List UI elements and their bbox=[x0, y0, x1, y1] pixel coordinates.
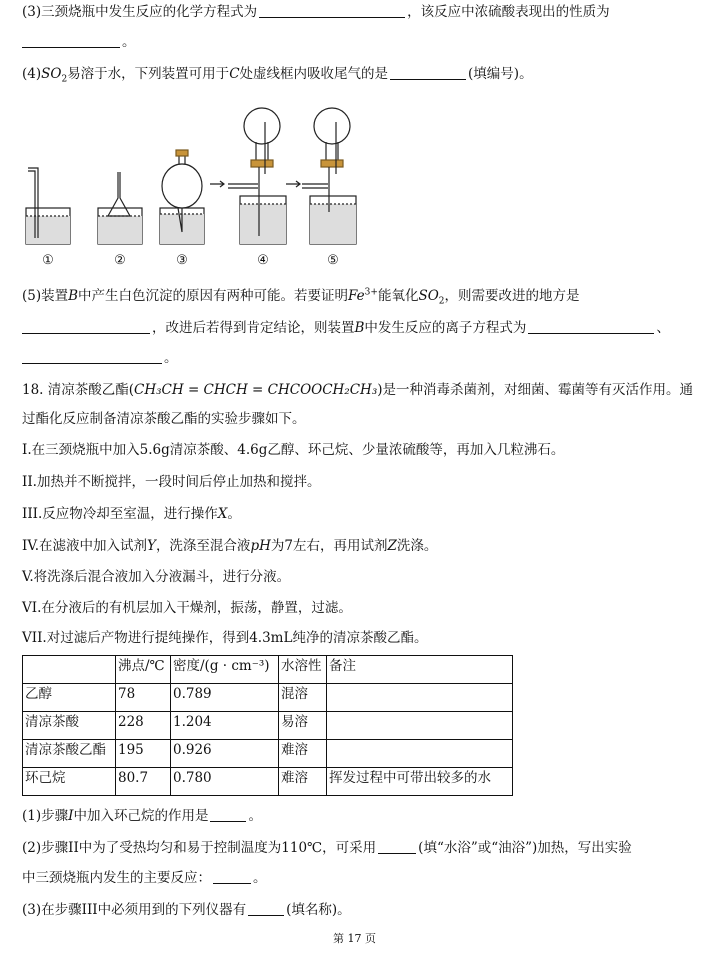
apparatus-1 bbox=[26, 168, 70, 244]
page-number: 第 17 页 bbox=[333, 932, 376, 945]
sub-question-2-line1: (2)步骤II中为了受热均匀和易于控制温度为110℃，可采用 (填“水浴”或“油浴”)加热，写出实验 bbox=[22, 840, 632, 856]
answer-blank[interactable] bbox=[210, 807, 246, 822]
q3-line1: (3)三颈烧瓶中发生反应的化学方程式为 ，该反应中浓硫酸表现出的性质为 bbox=[22, 4, 610, 20]
step-7: VII.对过滤后产物进行提纯操作，得到4.3mL纯净的清凉茶酸乙酯。 bbox=[22, 630, 428, 646]
apparatus-4 bbox=[228, 108, 286, 244]
apparatus-label: ② bbox=[114, 253, 126, 268]
apparatus-label: ① bbox=[42, 253, 54, 268]
answer-blank[interactable] bbox=[528, 319, 654, 334]
table-row: 乙醇 78 0.789 混溶 bbox=[23, 684, 513, 712]
apparatus-label: ③ bbox=[176, 253, 188, 268]
q18-line1: 18. 清凉茶酸乙酯(CH₃CH = CHCH = CHCOOCH₂CH₃)是一种消毒杀菌剂，对细菌、霉菌等有灭活作用。通 bbox=[22, 382, 694, 398]
table-row: 环己烷 80.7 0.780 难溶 挥发过程中可带出较多的水 bbox=[23, 768, 513, 796]
gas-absorption-apparatus-figure bbox=[18, 104, 363, 272]
apparatus-2 bbox=[98, 172, 142, 244]
answer-blank[interactable] bbox=[22, 349, 162, 364]
q5-line2: ，改进后若得到肯定结论，则装置B中发生反应的离子方程式为 、 bbox=[22, 318, 689, 338]
answer-blank[interactable] bbox=[22, 33, 120, 48]
apparatus-label: ④ bbox=[257, 253, 269, 268]
step-5: V.将洗涤后混合液加入分液漏斗，进行分液。 bbox=[22, 569, 291, 585]
apparatus-5 bbox=[302, 108, 356, 244]
q4-line: $(4)SO_2$易溶于水，下列装置可用于C处虚线框内吸收尾气的是 (填编号)。 bbox=[22, 66, 533, 85]
sub-question-2-line2: 中三颈烧瓶内发生的主要反应： 。 bbox=[22, 870, 267, 886]
step-6: VI.在分液后的有机层加入干燥剂，振荡，静置，过滤。 bbox=[22, 600, 352, 616]
table-header-row: 沸点/℃ 密度/(g · cm⁻³) 水溶性 备注 bbox=[23, 656, 513, 684]
properties-table bbox=[22, 655, 513, 796]
q5-line3: 。 bbox=[22, 348, 689, 368]
step-2: II.加热并不断搅拌，一段时间后停止加热和搅拌。 bbox=[22, 474, 321, 490]
arrow-icon bbox=[210, 181, 224, 187]
step-4: IV.在滤液中加入试剂Y，洗涤至混合液pH为7左右，再用试剂Z洗涤。 bbox=[22, 538, 438, 554]
answer-blank[interactable] bbox=[259, 3, 405, 18]
q18-line2: 过酯化反应制备清凉茶酸乙酯的实验步骤如下。 bbox=[22, 411, 306, 427]
q3-line2: 。 bbox=[22, 32, 689, 52]
answer-blank[interactable] bbox=[213, 869, 251, 884]
sub-question-3: (3)在步骤III中必须用到的下列仪器有 (填名称)。 bbox=[22, 902, 351, 918]
sub-question-1: (1)步骤I中加入环己烷的作用是 。 bbox=[22, 808, 262, 824]
answer-blank[interactable] bbox=[22, 319, 150, 334]
table-row: 清凉茶酸乙酯 195 0.926 难溶 bbox=[23, 740, 513, 768]
table-row: 清凉茶酸 228 1.204 易溶 bbox=[23, 712, 513, 740]
q5-line1: (5)装置B中产生白色沉淀的原因有两种可能。若要证明$Fe^{3+}$能氧化$SO_2$，则需要改进的地方是 bbox=[22, 287, 580, 307]
apparatus-3 bbox=[160, 150, 204, 244]
answer-blank[interactable] bbox=[248, 901, 284, 916]
answer-blank[interactable] bbox=[378, 839, 416, 854]
step-3: III.反应物冷却至室温，进行操作X。 bbox=[22, 506, 241, 522]
answer-blank[interactable] bbox=[390, 65, 466, 80]
apparatus-label: ⑤ bbox=[327, 253, 339, 268]
step-1: I.在三颈烧瓶中加入5.6g清凉茶酸、4.6g乙醇、环己烷、少量浓硫酸等，再加入几粒沸石。 bbox=[22, 442, 565, 458]
arrow-icon bbox=[286, 181, 300, 187]
